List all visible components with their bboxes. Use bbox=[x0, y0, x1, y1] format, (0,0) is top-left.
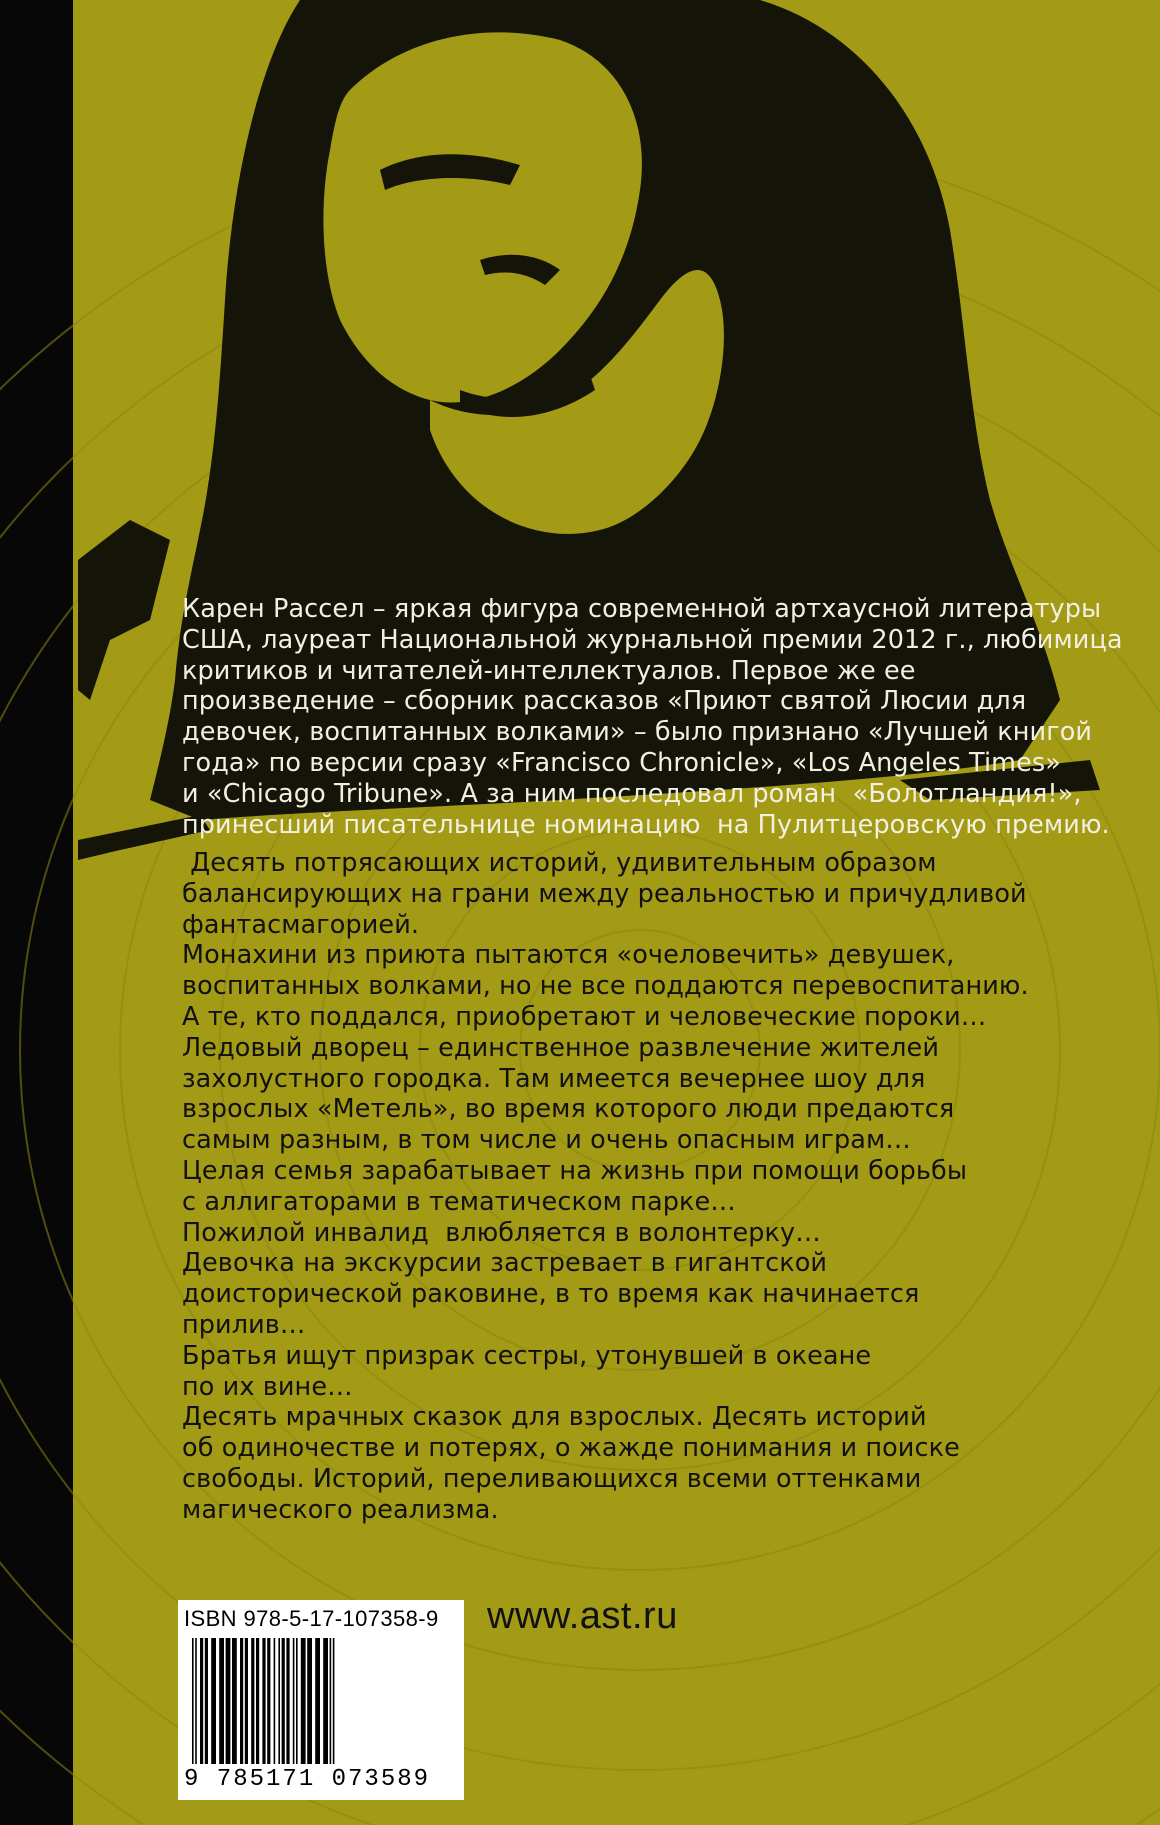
barcode-bar bbox=[256, 1638, 259, 1764]
description-line: балансирующих на грани между реальностью и причудливой bbox=[182, 878, 1027, 909]
isbn-number: ISBN 978-5-17-107358-9 bbox=[184, 1606, 439, 1631]
barcode-bar bbox=[296, 1638, 298, 1764]
description-line: самым разным, в том числе и очень опасным играм… bbox=[182, 1125, 911, 1156]
barcode-bar bbox=[240, 1638, 243, 1764]
barcode-image bbox=[190, 1638, 452, 1764]
barcode-bar bbox=[333, 1638, 335, 1764]
barcode-bar bbox=[192, 1638, 194, 1764]
barcode-bar bbox=[195, 1638, 197, 1764]
barcode-bar bbox=[219, 1638, 224, 1764]
description-line: Ледовый дворец – единственное развлечение жителей bbox=[182, 1032, 940, 1063]
author-blurb-line: Карен Рассел – яркая фигура современной артхаусной литературы bbox=[182, 594, 1102, 624]
barcode-bar bbox=[323, 1638, 328, 1764]
description-line: с аллигаторами в тематическом парке… bbox=[182, 1186, 736, 1217]
author-blurb-line: принесший писательнице номинацию на Пулитцеровскую премию. bbox=[182, 809, 1110, 840]
author-blurb-line: критиков и читателей-интеллектуалов. Первое же ее bbox=[182, 655, 916, 686]
description-line: Девочка на экскурсии застревает в гигантской bbox=[182, 1248, 828, 1279]
description-line: доисторической раковине, в то время как начинается bbox=[182, 1279, 920, 1310]
description-line: Десять потрясающих историй, удивительным образом bbox=[182, 848, 937, 878]
barcode-bar bbox=[211, 1638, 216, 1764]
description-line: Монахини из приюта пытаются «очеловечить» девушек, bbox=[182, 940, 955, 971]
barcode-bar bbox=[286, 1638, 289, 1764]
description-line: по их вине… bbox=[182, 1371, 353, 1402]
description-line: А те, кто поддался, приобретают и человеческие пороки… bbox=[182, 1001, 987, 1032]
description-line: об одиночестве и потерях, о жажде понимания и поиске bbox=[182, 1433, 960, 1464]
description-line: прилив… bbox=[182, 1309, 306, 1340]
author-blurb-line: года» по версии сразу «Francisco Chronicle», «Los Angeles Times» bbox=[182, 747, 1061, 778]
book-description bbox=[182, 848, 1082, 1526]
barcode-bar bbox=[245, 1638, 248, 1764]
barcode-bar bbox=[278, 1638, 280, 1764]
author-blurb bbox=[182, 594, 1123, 840]
barcode-bar bbox=[315, 1638, 320, 1764]
description-line: Целая семья зарабатывает на жизнь при помощи борьбы bbox=[182, 1155, 968, 1186]
barcode-bar bbox=[200, 1638, 203, 1764]
description-line: воспитанных волками, но не все поддаются перевоспитанию. bbox=[182, 971, 1029, 1002]
description-line: взрослых «Метель», во время которого люди предаются bbox=[182, 1094, 955, 1125]
description-line: Пожилой инвалид влюбляется в волонтерку… bbox=[182, 1217, 821, 1248]
barcode-bar bbox=[232, 1638, 237, 1764]
description-line: Братья ищут призрак сестры, утонувшей в океане bbox=[182, 1340, 872, 1371]
description-line: захолустного городка. Там имеется вечернее шоу для bbox=[182, 1063, 926, 1094]
barcode-bar bbox=[226, 1638, 231, 1764]
barcode-bar bbox=[274, 1638, 276, 1764]
description-line: магического реализма. bbox=[182, 1494, 499, 1525]
description-line: свободы. Историй, переливающихся всеми оттенками bbox=[182, 1463, 922, 1494]
barcode-bar bbox=[282, 1638, 285, 1764]
publisher-website: www.ast.ru bbox=[487, 1595, 678, 1637]
author-blurb-line: и «Chicago Tribune». А за ним последовал роман «Болотландия!», bbox=[182, 778, 1082, 809]
barcode-panel bbox=[178, 1600, 464, 1800]
barcode-bar bbox=[262, 1638, 265, 1764]
barcode-bar bbox=[293, 1638, 295, 1764]
author-blurb-line: США, лауреат Национальной журнальной премии 2012 г., любимица bbox=[182, 624, 1123, 655]
barcode-bar bbox=[301, 1638, 306, 1764]
barcode-bar bbox=[267, 1638, 270, 1764]
barcode-bar bbox=[251, 1638, 254, 1764]
barcode-bar bbox=[307, 1638, 312, 1764]
author-blurb-line: произведение – сборник рассказов «Приют святой Люсии для bbox=[182, 686, 1027, 717]
description-line: Десять мрачных сказок для взрослых. Десять историй bbox=[182, 1402, 927, 1433]
description-line: фантасмагорией. bbox=[182, 909, 420, 940]
author-blurb-line: девочек, воспитанных волками» – было признано «Лучшей книгой bbox=[182, 717, 1093, 748]
barcode-digits: 9 785171 073589 bbox=[184, 1766, 431, 1793]
barcode-bar bbox=[330, 1638, 332, 1764]
barcode-bar bbox=[205, 1638, 208, 1764]
